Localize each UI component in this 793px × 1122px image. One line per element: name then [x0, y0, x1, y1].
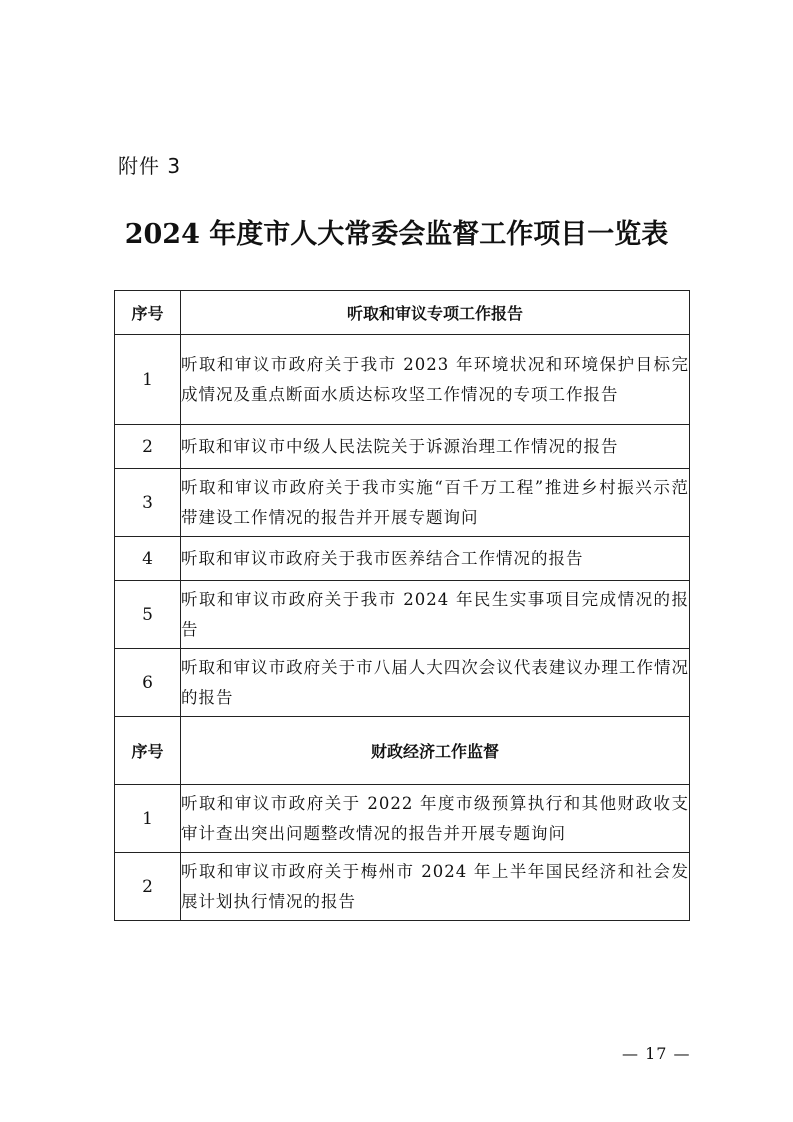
row-item-text: 听取和审议市中级人民法院关于诉源治理工作情况的报告: [181, 425, 690, 469]
row-item-text: 听取和审议市政府关于我市实施“百千万工程”推进乡村振兴示范带建设工作情况的报告并开展专题询问: [181, 469, 690, 537]
table-row: [115, 425, 690, 469]
header-sequence-label: 序号: [115, 291, 181, 335]
row-item-text: 听取和审议市政府关于我市医养结合工作情况的报告: [181, 537, 690, 581]
row-item-text: 听取和审议市政府关于我市 2024 年民生实事项目完成情况的报告: [181, 581, 690, 649]
table-row: [115, 469, 690, 537]
row-number: 2: [115, 425, 181, 469]
row-number: 5: [115, 581, 181, 649]
document-title: 2024 年度市人大常委会监督工作项目一览表: [124, 219, 669, 250]
table-row: [115, 785, 690, 853]
row-number: 3: [115, 469, 181, 537]
row-number: 1: [115, 335, 181, 425]
row-item-text: 听取和审议市政府关于市八届人大四次会议代表建议办理工作情况的报告: [181, 649, 690, 717]
row-item-text: 听取和审议市政府关于我市 2023 年环境状况和环境保护目标完成情况及重点断面水质达标攻坚工作情况的专项工作报告: [181, 335, 690, 425]
header-sequence-label: 序号: [115, 717, 181, 785]
row-item-text: 听取和审议市政府关于梅州市 2024 年上半年国民经济和社会发展计划执行情况的报告: [181, 853, 690, 921]
table-row: [115, 581, 690, 649]
page-number: — 17 —: [622, 1044, 691, 1063]
row-number: 4: [115, 537, 181, 581]
supervision-plan-table: [114, 290, 690, 921]
table-row: [115, 335, 690, 425]
table-row: [115, 649, 690, 717]
row-number: 6: [115, 649, 181, 717]
row-number: 2: [115, 853, 181, 921]
row-item-text: 听取和审议市政府关于 2022 年度市级预算执行和其他财政收支审计查出突出问题整改情况的报告并开展专题询问: [181, 785, 690, 853]
attachment-label: 附件 3: [118, 154, 182, 178]
section-title: 听取和审议专项工作报告: [181, 291, 690, 335]
table-row: [115, 537, 690, 581]
section-header-row: [115, 717, 690, 785]
row-number: 1: [115, 785, 181, 853]
table-row: [115, 853, 690, 921]
section-title: 财政经济工作监督: [181, 717, 690, 785]
section-header-row: [115, 291, 690, 335]
